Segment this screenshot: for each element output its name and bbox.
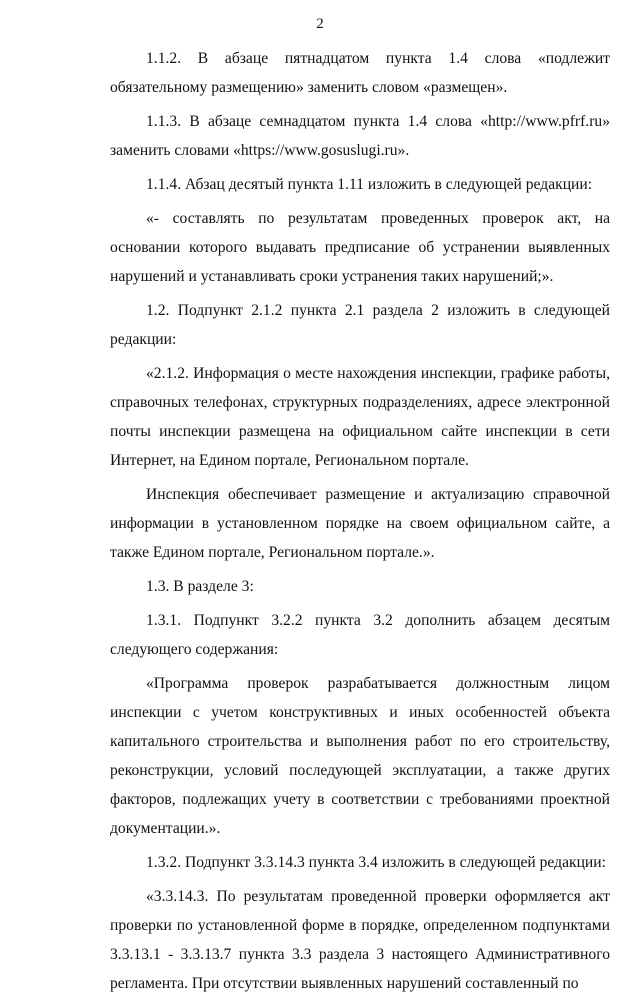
quote-paragraph-2-1-2: «2.1.2. Информация о месте нахождения инспекции, графике работы, справочных телефонах, структурных подразделениях, адресе электронной почты инспекции размещена на официальном сайте инспекции в сети Интернет, на Едином портале, Региональном портале. — [110, 365, 610, 469]
quote-paragraph-program: «Программа проверок разрабатывается должностным лицом инспекции с учетом конструктивных и иных особенностей объекта капитального строительства и выполнения работ по его строительству, реконструкции, условий последующей эксплуатации, а также других факторов, подлежащих учету в соответствии с требованиями проектной документации.». — [110, 675, 610, 837]
page-number: 2 — [316, 16, 324, 32]
paragraph-1-1-4: 1.1.4. Абзац десятый пункта 1.11 изложить в следующей редакции: — [146, 176, 593, 193]
paragraph-1-3: 1.3. В разделе 3: — [146, 578, 254, 595]
document-body — [110, 44, 610, 1003]
paragraph-1-1-2: 1.1.2. В абзаце пятнадцатом пункта 1.4 слова «подлежит обязательному размещению» заменить словом «размещен». — [110, 50, 610, 96]
paragraph-inspection-info: Инспекция обеспечивает размещение и актуализацию справочной информации в установленном порядке на своем официальном сайте, а также Едином портале, Региональном портале.». — [110, 486, 610, 561]
quote-paragraph-1-1-4: «- составлять по результатам проведенных проверок акт, на основании которого выдавать предписание об устранении выявленных нарушений и устанавливать сроки устранения таких нарушений;». — [110, 210, 610, 285]
paragraph-1-1-3: 1.1.3. В абзаце семнадцатом пункта 1.4 слова «http://www.pfrf.ru» заменить словами «https://www.gosuslugi.ru». — [110, 113, 610, 159]
paragraph-1-3-2: 1.3.2. Подпункт 3.3.14.3 пункта 3.4 изложить в следующей редакции: — [146, 854, 606, 871]
quote-paragraph-3-3-14-3: «3.3.14.3. По результатам проведенной проверки оформляется акт проверки по установленной форме в порядке, определенном подпунктами 3.3.13.1 - 3.3.13.7 пункта 3.3 раздела 3 настоящего Административного регламента. При отсутствии выявленных нарушений составленный по — [110, 888, 610, 992]
paragraph-1-3-1: 1.3.1. Подпункт 3.2.2 пункта 3.2 дополнить абзацем десятым следующего содержания: — [110, 612, 610, 658]
paragraph-1-2: 1.2. Подпункт 2.1.2 пункта 2.1 раздела 2 изложить в следующей редакции: — [110, 302, 610, 348]
